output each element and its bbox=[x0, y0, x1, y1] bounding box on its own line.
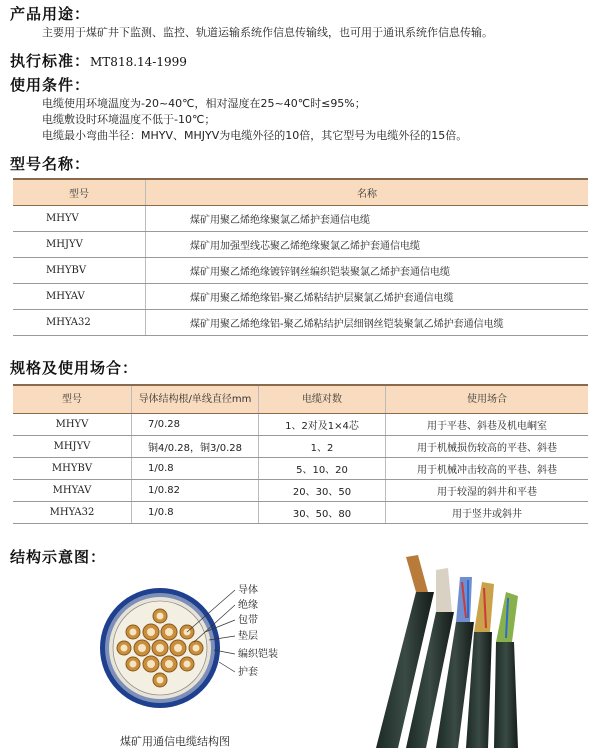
label-insulation: 绝缘 bbox=[238, 600, 258, 611]
column-header-usage: 使用场合 bbox=[386, 385, 589, 414]
structure-heading: 结构示意图： bbox=[10, 548, 107, 566]
condition-line: 电缆最小弯曲半径：MHYV、MHJYV为电缆外径的10倍，其它型号为电缆外径的15倍。 bbox=[42, 129, 468, 142]
model-cell: MHYA32 bbox=[13, 502, 132, 524]
models-table bbox=[13, 178, 588, 336]
model-cell: MHYAV bbox=[13, 284, 146, 310]
model-cell: MHYV bbox=[13, 414, 132, 436]
conductor-cell: 铜4/0.28，铜3/0.28 bbox=[132, 436, 259, 458]
models-heading: 型号名称： bbox=[10, 155, 91, 173]
model-cell: MHYBV bbox=[13, 458, 132, 480]
column-header-pairs: 电缆对数 bbox=[259, 385, 386, 414]
label-wrap: 包带 bbox=[238, 615, 258, 626]
pairs-cell: 20、30、50 bbox=[259, 480, 386, 502]
usage-cell: 用于平巷、斜巷及机电峒室 bbox=[386, 414, 589, 436]
specs-table bbox=[13, 384, 588, 524]
conductor-cell: 1/0.8 bbox=[132, 458, 259, 480]
cable-product-photo bbox=[356, 552, 534, 748]
table-row bbox=[13, 232, 588, 258]
name-cell: 煤矿用聚乙烯绝缘聚氯乙烯护套通信电缆 bbox=[146, 206, 589, 232]
name-cell: 煤矿用加强型线芯聚乙烯绝缘聚氯乙烯护套通信电缆 bbox=[146, 232, 589, 258]
table-row bbox=[13, 436, 588, 458]
model-cell: MHYV bbox=[13, 206, 146, 232]
name-cell: 煤矿用聚乙烯绝缘铝-聚乙烯粘结护层细钢丝铠装聚氯乙烯护套通信电缆 bbox=[146, 310, 589, 336]
condition-line: 电缆使用环境温度为-20~40℃，相对湿度在25~40℃时≤95%； bbox=[42, 97, 366, 110]
label-braid: 编织铠装 bbox=[238, 649, 278, 660]
label-sheath: 护套 bbox=[238, 667, 258, 678]
table-row bbox=[13, 206, 588, 232]
table-row bbox=[13, 284, 588, 310]
condition-line: 电缆敷设时环境温度不低于-10℃； bbox=[42, 113, 216, 126]
table-row bbox=[13, 414, 588, 436]
table-header-row bbox=[13, 385, 588, 414]
pairs-cell: 1、2对及1×4芯 bbox=[259, 414, 386, 436]
usage-heading: 产品用途： bbox=[10, 5, 91, 23]
column-header-name: 名称 bbox=[146, 179, 589, 206]
model-cell: MHJYV bbox=[13, 232, 146, 258]
column-header-model: 型号 bbox=[13, 385, 132, 414]
label-conductor: 导体 bbox=[238, 585, 258, 596]
pairs-cell: 1、2 bbox=[259, 436, 386, 458]
table-row bbox=[13, 258, 588, 284]
standard-label: 执行标准： bbox=[10, 52, 91, 70]
table-row bbox=[13, 458, 588, 480]
name-cell: 煤矿用聚乙烯绝缘铝-聚乙烯粘结护层聚氯乙烯护套通信电缆 bbox=[146, 284, 589, 310]
cable-cross-section-diagram bbox=[95, 580, 295, 720]
name-cell: 煤矿用聚乙烯绝缘镀锌钢丝编织铠装聚氯乙烯护套通信电缆 bbox=[146, 258, 589, 284]
table-row bbox=[13, 310, 588, 336]
specs-heading: 规格及使用场合： bbox=[10, 359, 139, 377]
usage-cell: 用于竖井或斜井 bbox=[386, 502, 589, 524]
diagram-caption: 煤矿用通信电缆结构图 bbox=[120, 735, 230, 748]
table-row bbox=[13, 480, 588, 502]
model-cell: MHYA32 bbox=[13, 310, 146, 336]
usage-text: 主要用于煤矿井下监测、监控、轨道运输系统作信息传输线，也可用于通讯系统作信息传输。 bbox=[42, 26, 493, 39]
usage-cell: 用于较湿的斜井和平巷 bbox=[386, 480, 589, 502]
conductor-cell: 1/0.82 bbox=[132, 480, 259, 502]
usage-cell: 用于机械损伤较高的平巷、斜巷 bbox=[386, 436, 589, 458]
conductor-cell: 1/0.8 bbox=[132, 502, 259, 524]
conditions-heading: 使用条件： bbox=[10, 76, 91, 94]
column-header-conductor: 导体结构根/单线直径mm bbox=[132, 385, 259, 414]
model-cell: MHJYV bbox=[13, 436, 132, 458]
table-row bbox=[13, 502, 588, 524]
table-header-row bbox=[13, 179, 588, 206]
conductor-cell: 7/0.28 bbox=[132, 414, 259, 436]
model-cell: MHYAV bbox=[13, 480, 132, 502]
column-header-model: 型号 bbox=[13, 179, 146, 206]
model-cell: MHYBV bbox=[13, 258, 146, 284]
standard-value: MT818.14-1999 bbox=[90, 55, 187, 69]
pairs-cell: 30、50、80 bbox=[259, 502, 386, 524]
standard-heading bbox=[10, 50, 187, 71]
pairs-cell: 5、10、20 bbox=[259, 458, 386, 480]
usage-cell: 用于机械冲击较高的平巷、斜巷 bbox=[386, 458, 589, 480]
label-bedding: 垫层 bbox=[238, 631, 258, 642]
